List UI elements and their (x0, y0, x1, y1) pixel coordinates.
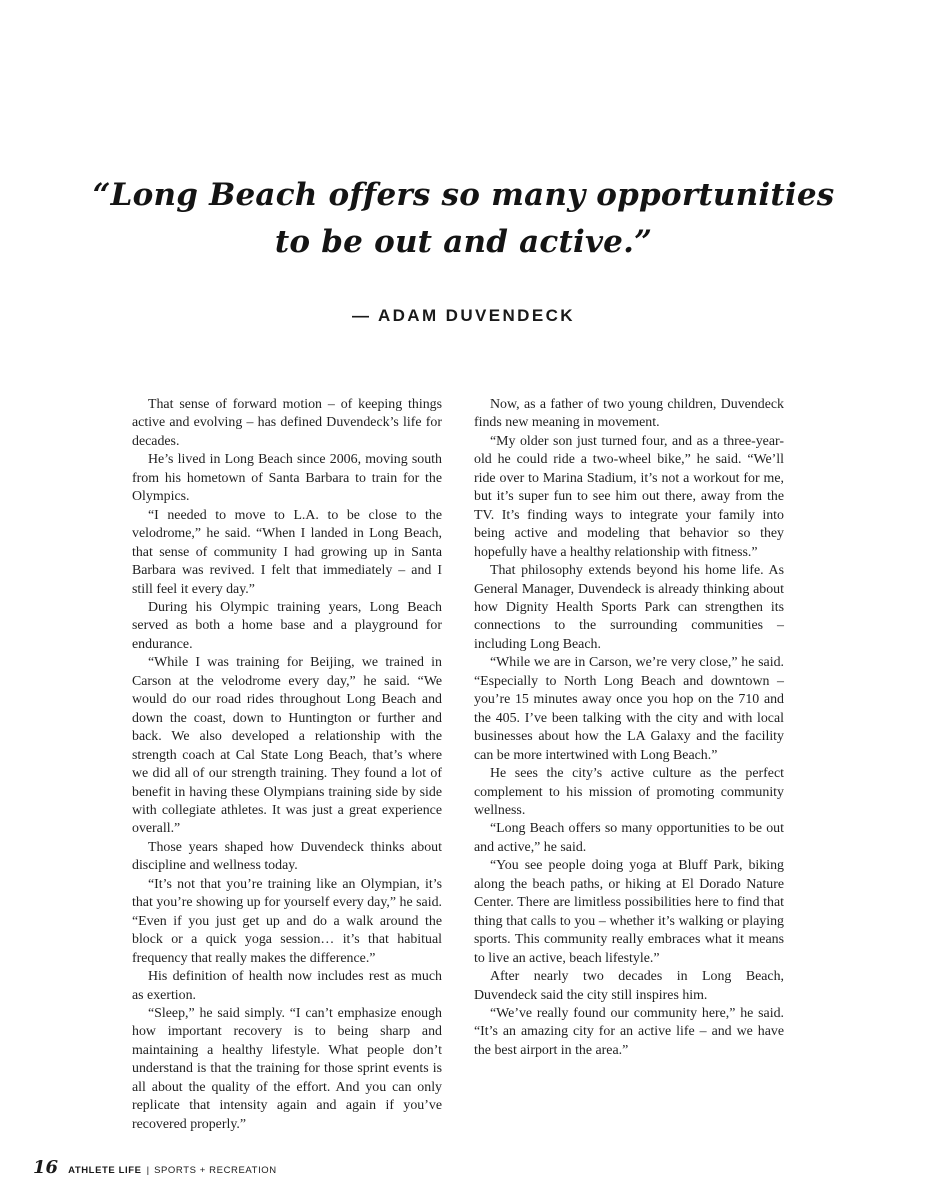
paragraph: That philosophy extends beyond his home life. As General Manager, Duvendeck is already thinking about how Dignity Health Sports Park can strengthen its connections to the surrounding communities – including Long Beach. (474, 563, 784, 652)
paragraph: He sees the city’s active culture as the perfect complement to his mission of promoting community wellness. (474, 766, 784, 818)
page-number: 16 (33, 1157, 59, 1178)
paragraph: “I needed to move to L.A. to be close to the velodrome,” he said. “When I landed in Long Beach, that sense of community I had growing up in Santa Barbara was revived. I felt that immediately – and I still feel it every day.” (132, 507, 442, 597)
paragraph: “Sleep,” he said simply. “I can’t emphasize enough how important recovery is to being sharp and maintaining a healthy lifestyle. What people don’t understand is that the training for those sprint events is all about the quality of the effort. And you can only replicate that intensity again and again if you’ve recovered properly.” (132, 1005, 442, 1132)
paragraph: During his Olympic training years, Long Beach served as both a home base and a playground for endurance. (132, 599, 442, 652)
paragraph: Now, as a father of two young children, Duvendeck finds new meaning in movement. (474, 397, 784, 431)
paragraph: “It’s not that you’re training like an Olympian, it’s that you’re showing up for yourself every day,” he said. “Even if you just get up and do a walk around the block or a quick yoga session… it’s that habitual frequency that really makes the difference.” (132, 876, 442, 966)
footer-separator: | (146, 1165, 150, 1176)
paragraph: “My older son just turned four, and as a three-year-old he could ride a two-wheel bike,” he said. “We’ll ride over to Marina Stadium, it’s not a workout for me, but it’s super fun to see him out there, away from the TV. It’s finding ways to integrate your family into being active and modeling that behavior so they hopefully have a healthy relationship with fitness.” (474, 433, 784, 560)
right-column (474, 396, 784, 1060)
paragraph: “We’ve really found our community here,” he said. “It’s an amazing city for an active life – and we have the best airport in the area.” (474, 1005, 784, 1058)
pull-quote-line-2: to be out and active.” (274, 224, 653, 260)
paragraph: “You see people doing yoga at Bluff Park, biking along the beach paths, or hiking at El Dorado Nature Center. There are limitless possibilities here to find that thing that calls to you – whether it’s walking or playing sports. This community really embraces what it means to live an active, beach lifestyle.” (474, 858, 784, 966)
paragraph: Those years shaped how Duvendeck thinks about discipline and wellness today. (132, 839, 442, 874)
paragraph: “While we are in Carson, we’re very close,” he said. “Especially to North Long Beach and downtown – you’re 15 minutes away once you hop on the 710 and the 405. I’ve been talking with the city and with local businesses about how the LA Galaxy and the facility can be more intertwined with Long Beach.” (474, 655, 784, 763)
left-column (132, 396, 442, 1134)
pull-quote-attribution: — ADAM DUVENDECK (352, 306, 575, 325)
pull-quote-line-1: “Long Beach offers so many opportunities (92, 177, 835, 213)
paragraph: After nearly two decades in Long Beach, Duvendeck said the city still inspires him. (474, 969, 784, 1003)
paragraph: He’s lived in Long Beach since 2006, moving south from his hometown of Santa Barbara to train for the Olympics. (132, 452, 442, 505)
paragraph: That sense of forward motion – of keeping things active and evolving – has defined Duvendeck’s life for decades. (132, 397, 442, 449)
paragraph: “Long Beach offers so many opportunities to be out and active,” he said. (474, 821, 784, 855)
publication-name: ATHLETE LIFE (68, 1165, 142, 1176)
paragraph: His definition of health now includes rest as much as exertion. (132, 969, 442, 1003)
section-name: SPORTS + RECREATION (154, 1165, 277, 1176)
paragraph: “While I was training for Beijing, we trained in Carson at the velodrome every day,” he said. “We would do our road rides throughout Long Beach and down the coast, down to Huntington or further and back. We also developed a relationship with the strength coach at Cal State Long Beach, that’s where we did all of our strength training. They found a lot of benefit in having these Olympians training side by side with collegiate athletes. It was just a great experience overall.” (132, 655, 442, 837)
pull-quote-text (0, 172, 927, 266)
pull-quote (0, 172, 927, 326)
page-footer (33, 1157, 277, 1178)
